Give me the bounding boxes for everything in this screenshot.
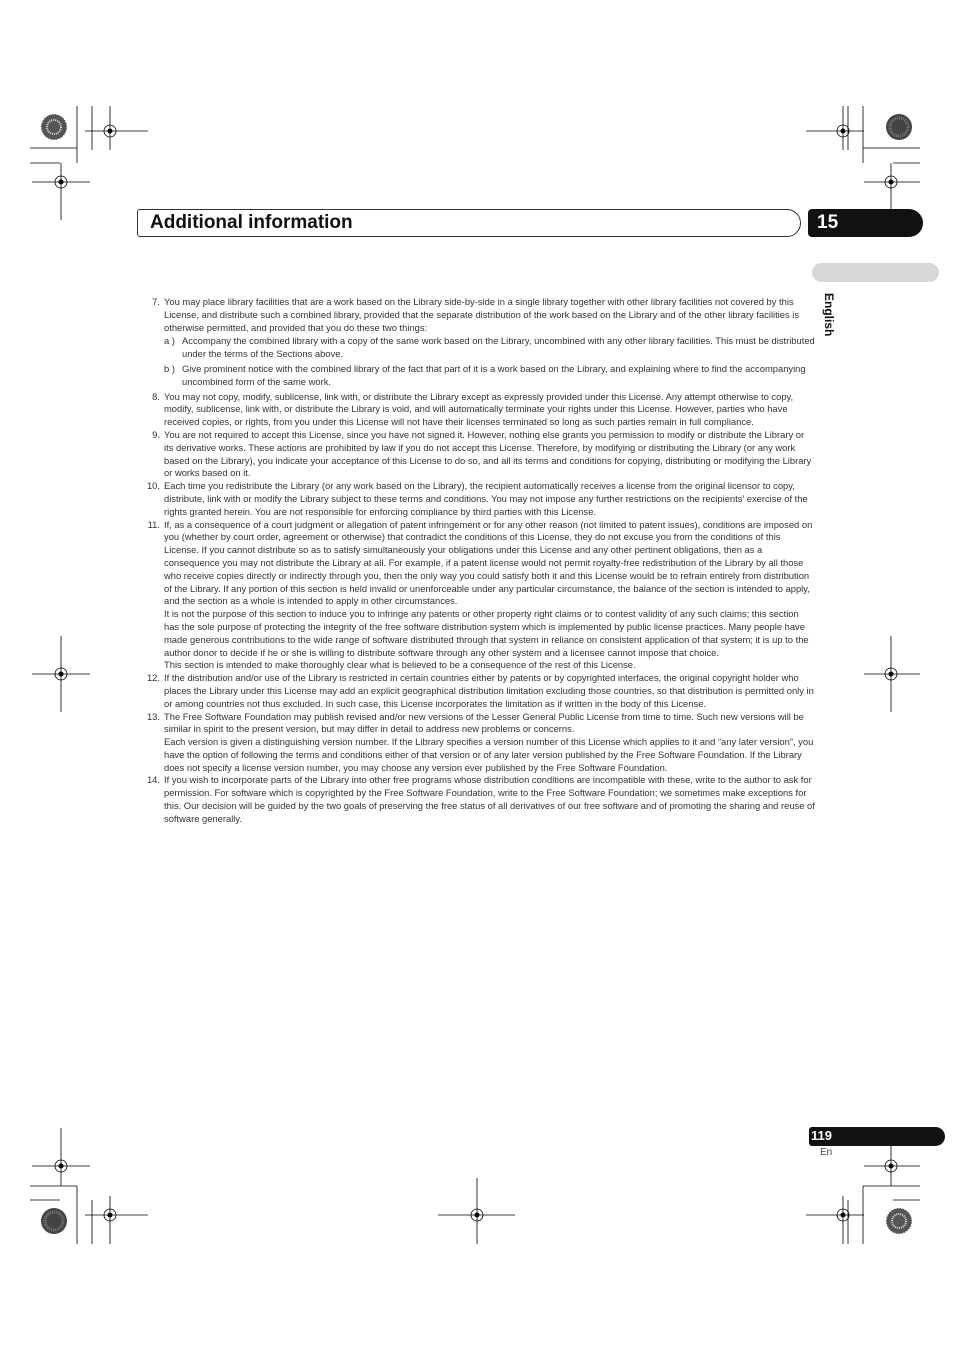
list-item	[140, 672, 816, 710]
list-item-paragraph: Each time you redistribute the Library (or any work based on the Library), the recipient automatically receives a license from the original licensor to copy, distribute, link with or modify the Library subject to these terms and conditions. You may not impose any further restrictions on the recipients’ exercise of the rights granted herein. You are not responsible for enforcing compliance by third parties with this License.	[164, 480, 808, 517]
list-item-number: 10.	[146, 480, 160, 492]
list-item-paragraph: Each version is given a distinguishing version number. If the Library specifies a version number of this License which applies to it and “any later version”, you have the option of following the terms and conditions either of that version or of any later version published by the Free Software Foundation. If the Library does not specify a license version number, you may choose any version ever published by the Free Software Foundation.	[164, 736, 814, 773]
list-item	[140, 391, 816, 429]
sub-item-label: b )	[164, 362, 175, 374]
language-tab-bar	[812, 263, 939, 282]
chapter-number: 15	[817, 212, 839, 233]
sub-item-text: Give prominent notice with the combined library of the fact that part of it is a work based on the Library, and explaining where to find the accompanying uncombined form of the same work.	[182, 362, 806, 387]
chapter-badge	[808, 209, 923, 237]
page-number: 119	[811, 1128, 832, 1143]
section-header	[137, 209, 801, 237]
language-tab	[812, 293, 844, 353]
list-item	[140, 480, 816, 518]
list-item-number: 12.	[146, 672, 160, 684]
list-item-paragraph: You may place library facilities that are a work based on the Library side-by-side in a single library together with other library facilities not covered by this License, and distribute such a combined library, provided that the separate distribution of the work based on the Library and of the other library facilities is otherwise permitted, and provided that you do these two things:	[164, 296, 800, 333]
list-item-paragraph: If the distribution and/or use of the Library is restricted in certain countries either by patents or by copyrighted interfaces, the original copyright holder who places the Library under this License may add an explicit geographical distribution limitation excluding those countries, so that distribution is permitted only in or among countries not thus excluded. In such case, this License incorporates the limitation as if written in the body of this License.	[164, 672, 814, 709]
list-item-number: 7.	[152, 296, 160, 307]
list-item-paragraph: You are not required to accept this License, since you have not signed it. However, nothing else grants you permission to modify or distribute the Library or its derivative works. These actions are prohibited by law if you do not accept this License. Therefore, by modifying or distributing the Library (or any work based on the Library), you indicate your acceptance of this License to do so, and all its terms and conditions for copying, distributing or modifying the Library or works based on it.	[164, 428, 812, 479]
sub-item	[164, 335, 816, 361]
list-item	[140, 519, 816, 673]
list-item-paragraph: If, as a consequence of a court judgment or allegation of patent infringement or for any other reason (not limited to patent issues), conditions are imposed on you (whether by court order, agreement or otherwise) that contradict the conditions of this License, they do not excuse you from the conditions of this License. If you cannot distribute so as to satisfy simultaneously your obligations under this License and any other pertinent obligations, then as a consequence you may not distribute the Library at all. For example, if a patent license would not permit royalty-free redistribution of the Library by all those who receive copies directly or indirectly through you, then the only way you could satisfy both it and this License would be to refrain entirely from distribution of the Library. If any portion of this section is held invalid or unenforceable under any particular circumstance, the balance of the section is intended to apply, and the section as a whole is intended to apply in other circumstances.	[164, 518, 813, 607]
list-item-number: 9.	[152, 428, 160, 440]
list-item-paragraph: If you wish to incorporate parts of the Library into other free programs whose distribution conditions are incompatible with these, write to the author to ask for permission. For software which is copyrighted by the Free Software Foundation, write to the Free Software Foundation; we sometimes make exceptions for this. Our decision will be guided by the two goals of preserving the free status of all derivatives of our free software and of promoting the sharing and reuse of software generally.	[164, 774, 815, 824]
language-label: English	[822, 293, 836, 337]
list-item-paragraph: The Free Software Foundation may publish revised and/or new versions of the Lesser General Public License from time to time. Such new versions will be similar in spirit to the present version, but may differ in detail to address new problems or concerns.	[164, 710, 804, 735]
list-item-paragraph: You may not copy, modify, sublicense, link with, or distribute the Library except as expressly provided under this License. Any attempt otherwise to copy, modify, sublicense, link with, or distribute the Library is void, and will automatically terminate your rights under this License. However, parties who have received copies, or rights, from you under this License will not have their licenses terminated so long as such parties remain in full compliance.	[164, 390, 794, 428]
section-title: Additional information	[150, 212, 353, 233]
page-language-code: En	[820, 1147, 833, 1158]
list-item	[140, 429, 816, 480]
list-item-number: 8.	[152, 390, 160, 402]
list-item	[140, 711, 816, 775]
list-item-number: 13.	[146, 710, 160, 722]
page-number-bar	[809, 1127, 945, 1146]
sub-item-label: a )	[164, 335, 175, 347]
sub-item	[164, 363, 816, 389]
list-item-paragraph: This section is intended to make thoroughly clear what is believed to be a consequence of the rest of this License.	[164, 659, 636, 671]
list-item-paragraph: It is not the purpose of this section to induce you to infringe any patents or other property right claims or to contest validity of any such claims; this section has the sole purpose of protecting the integrity of the free software distribution system which is implemented by public license practices. Many people have made generous contributions to the wide range of software distributed through that system in reliance on consistent application of that system; it is up to the author donor to decide if he or she is willing to distribute software through any other system and a licensee cannot impose that choice.	[164, 608, 809, 658]
list-item-number: 14.	[146, 774, 160, 786]
sub-item-text: Accompany the combined library with a copy of the same work based on the Library, uncombined with any other library facilities. This must be distributed under the terms of the Sections above.	[182, 335, 815, 360]
list-item	[140, 774, 816, 825]
license-text	[140, 296, 816, 826]
list-item	[140, 296, 816, 389]
list-item-number: 11.	[147, 518, 160, 530]
